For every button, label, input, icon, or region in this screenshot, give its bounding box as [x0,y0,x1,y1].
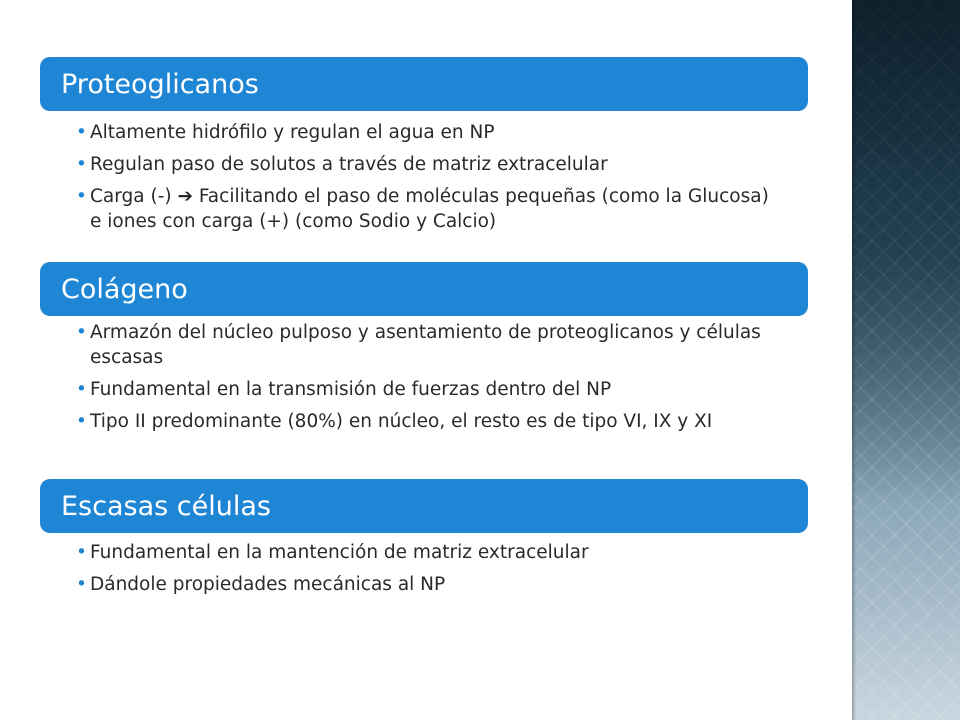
bullet-list-proteoglicanos [76,120,786,241]
decorative-side-panel [852,0,960,720]
bullet-item [76,184,786,234]
bullet-text: Altamente hidrófilo y regulan el agua en NP [90,122,495,143]
bullet-text: Armazón del núcleo pulposo y asentamiento de proteoglicanos y células escasas [90,322,761,368]
section-header-escasas-celulas [40,479,808,533]
bullet-item [76,152,786,177]
section-title: Escasas células [61,490,271,522]
bullet-text: Dándole propiedades mecánicas al NP [90,574,446,595]
bullet-item [76,409,786,434]
bullet-item [76,377,786,402]
section-title: Proteoglicanos [61,68,259,100]
bullet-icon: • [76,322,87,343]
bullet-item [76,320,786,370]
bullet-text: Regulan paso de solutos a través de matriz extracelular [90,154,608,175]
bullet-text: Fundamental en la mantención de matriz extracelular [90,542,589,563]
bullet-icon: • [76,542,87,563]
bullet-text: Tipo II predominante (80%) en núcleo, el resto es de tipo VI, IX y XI [90,411,713,432]
side-panel-shadow [852,0,856,720]
bullet-icon: • [76,411,87,432]
bullet-icon: • [76,154,87,175]
bullet-icon: • [76,379,87,400]
bullet-text: Fundamental en la transmisión de fuerzas dentro del NP [90,379,612,400]
bullet-item [76,572,786,597]
bullet-list-colageno [76,320,786,441]
bullet-item [76,120,786,145]
bullet-list-escasas-celulas [76,540,786,604]
section-header-proteoglicanos [40,57,808,111]
section-header-colageno [40,262,808,316]
bullet-item [76,540,786,565]
bullet-icon: • [76,122,87,143]
bullet-icon: • [76,574,87,595]
bullet-text: Carga (-) ➔ Facilitando el paso de moléculas pequeñas (como la Glucosa) e iones con carga (+) (como Sodio y Calcio) [90,186,769,232]
bullet-icon: • [76,186,87,207]
section-title: Colágeno [61,273,188,305]
